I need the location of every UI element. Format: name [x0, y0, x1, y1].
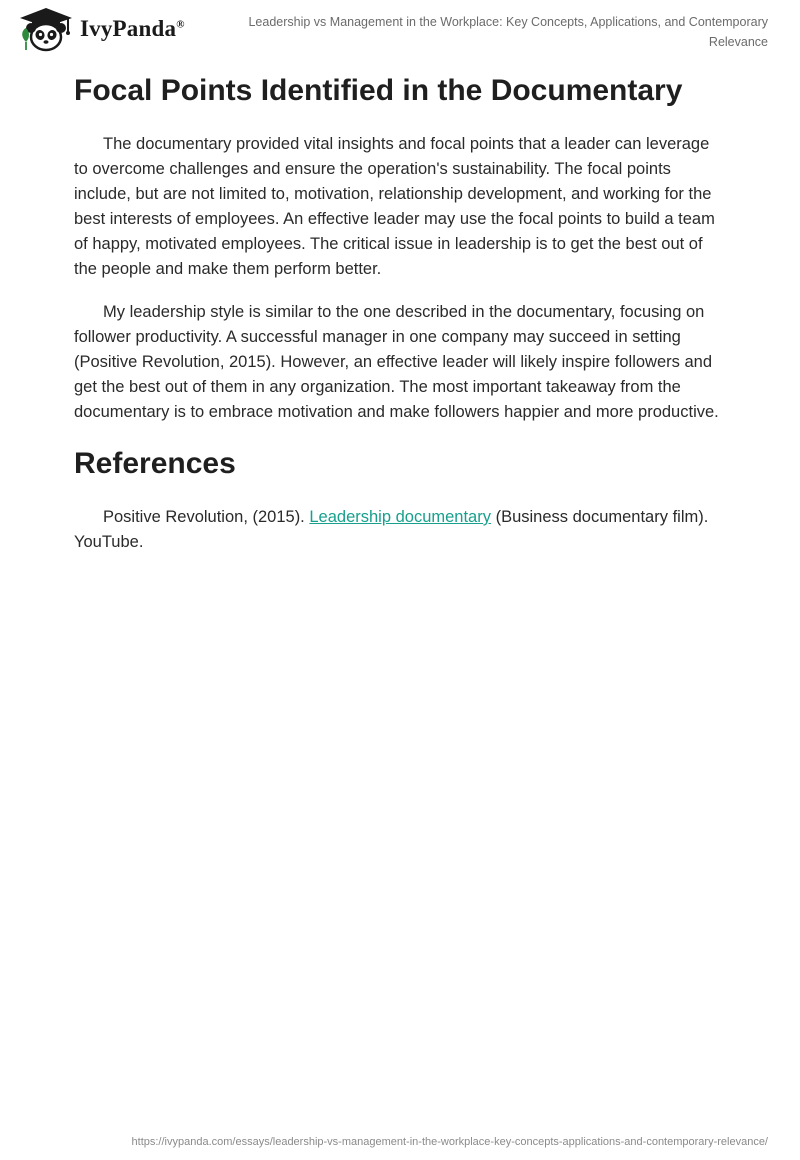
- reference-link[interactable]: Leadership documentary: [309, 508, 491, 526]
- reference-prefix: Positive Revolution, (2015).: [103, 508, 310, 526]
- panda-graduate-icon: [16, 6, 76, 52]
- registered-mark: ®: [176, 18, 185, 31]
- section-heading-focal-points: Focal Points Identified in the Documentary: [74, 74, 683, 107]
- brand-name: IvyPanda®: [80, 16, 185, 41]
- document-title: Leadership vs Management in the Workplace: Key Concepts, Applications, and Contemporary Relevance: [248, 15, 768, 49]
- essay-content: [74, 70, 726, 555]
- footer-url: https://ivypanda.com/essays/leadership-vs-management-in-the-workplace-key-concepts-applications-and-contemporary-relevance/: [131, 1136, 768, 1148]
- body-paragraph: My leadership style is similar to the one described in the documentary, focusing on follower productivity. A successful manager in one company may succeed in setting (Positive Revolution, 2015). However, an effective leader will likely inspire followers and get the best out of them in any organization. The most important takeaway from the documentary is to embrace motivation and make followers happier and more productive.: [74, 303, 719, 421]
- body-paragraph: The documentary provided vital insights and focal points that a leader can leverage to overcome challenges and ensure the operation's sustainability. The focal points include, but are not limited to, motivation, relationship development, and working for the best interests of employees. An effective leader may use the focal points to build a team of happy, motivated employees. The critical issue in leadership is to get the best out of the people and make them perform better.: [74, 135, 715, 278]
- page-header: [0, 0, 800, 60]
- references-heading: References: [74, 447, 236, 480]
- reference-suffix: (Business documentary film). YouTube.: [74, 508, 709, 551]
- ivypanda-logo[interactable]: [16, 6, 185, 52]
- reference-entry: [74, 505, 726, 555]
